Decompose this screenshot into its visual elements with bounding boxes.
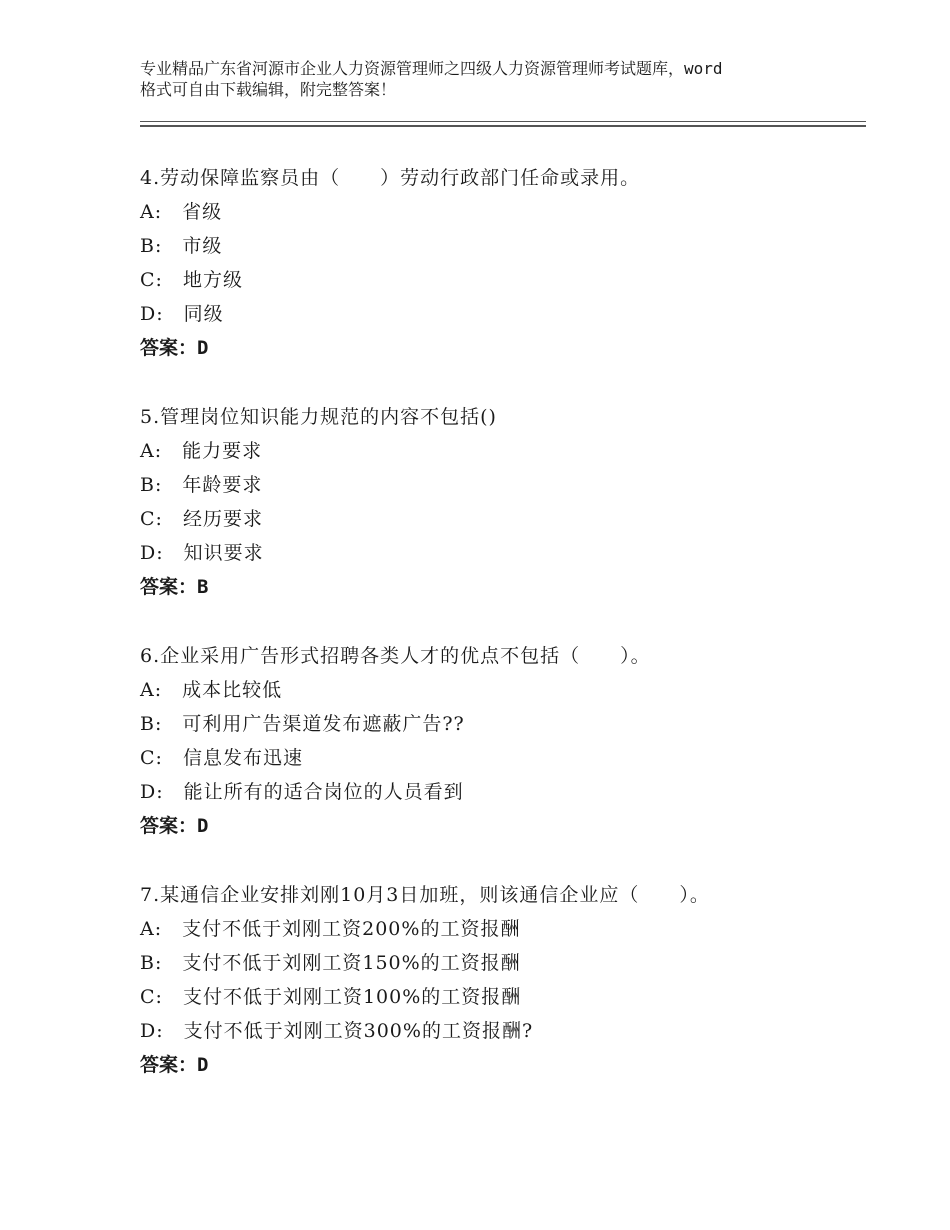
document-header — [140, 58, 840, 100]
option-b: B: 市级 — [140, 235, 223, 257]
header-divider-thick — [140, 125, 866, 127]
question-stem: 7.某通信企业安排刘刚10月3日加班，则该通信企业应（ ）。 — [140, 884, 710, 906]
option-a: A: 省级 — [140, 201, 223, 223]
answer-line: 答案：B — [140, 576, 209, 598]
option-d: D: 同级 — [140, 303, 224, 325]
option-d: D: 能让所有的适合岗位的人员看到 — [140, 781, 464, 803]
option-b: B: 支付不低于刘刚工资150%的工资报酬 — [140, 952, 521, 974]
option-b: B: 可利用广告渠道发布遮蔽广告?? — [140, 713, 465, 735]
option-c: C: 地方级 — [140, 269, 243, 291]
answer-line: 答案：D — [140, 1054, 209, 1076]
option-a: A: 成本比较低 — [140, 679, 283, 701]
option-b: B: 年龄要求 — [140, 474, 263, 496]
answer-line: 答案：D — [140, 815, 209, 837]
header-line-2: 格式可自由下载编辑，附完整答案！ — [140, 80, 397, 99]
option-c: C: 信息发布迅速 — [140, 747, 303, 769]
option-c: C: 经历要求 — [140, 508, 263, 530]
header-divider-thin — [140, 121, 866, 122]
answer-line: 答案：D — [140, 337, 209, 359]
question-4 — [140, 161, 900, 365]
option-a: A: 能力要求 — [140, 440, 263, 462]
question-stem: 4.劳动保障监察员由（ ）劳动行政部门任命或录用。 — [140, 167, 641, 189]
question-6 — [140, 639, 900, 843]
option-d: D: 支付不低于刘刚工资300%的工资报酬? — [140, 1020, 534, 1042]
question-7 — [140, 878, 900, 1082]
question-5 — [140, 400, 900, 604]
option-d: D: 知识要求 — [140, 542, 264, 564]
question-stem: 5.管理岗位知识能力规范的内容不包括() — [140, 406, 497, 428]
option-c: C: 支付不低于刘刚工资100%的工资报酬 — [140, 986, 522, 1008]
question-stem: 6.企业采用广告形式招聘各类人才的优点不包括（ ）。 — [140, 645, 651, 667]
option-a: A: 支付不低于刘刚工资200%的工资报酬 — [140, 918, 521, 940]
header-line-1: 专业精品广东省河源市企业人力资源管理师之四级人力资源管理师考试题库，word — [140, 59, 723, 78]
